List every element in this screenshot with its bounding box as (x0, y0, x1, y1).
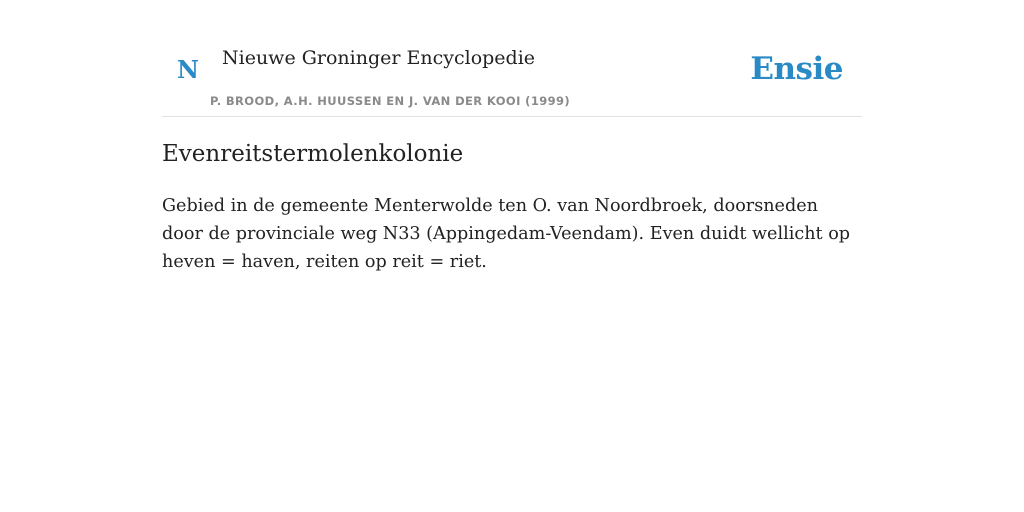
book-logo[interactable]: N (177, 55, 199, 84)
book-authors: P. BROOD, A.H. HUUSSEN EN J. VAN DER KOOI (1999) (210, 94, 571, 108)
page-container (162, 0, 862, 272)
entry-title: Evenreitstermolenkolonie (162, 141, 464, 167)
ensie-brand-link[interactable]: Ensie (750, 51, 843, 87)
book-title[interactable]: Nieuwe Groninger Encyclopedie (222, 47, 536, 69)
entry-description: Gebied in de gemeente Menterwolde ten O. van Noordbroek, doorsneden door de provinciale weg N33 (Appingedam-Veendam). Even duidt wellicht op heven = haven, reiten op reit = riet. (162, 196, 851, 272)
book-header (162, 0, 862, 117)
